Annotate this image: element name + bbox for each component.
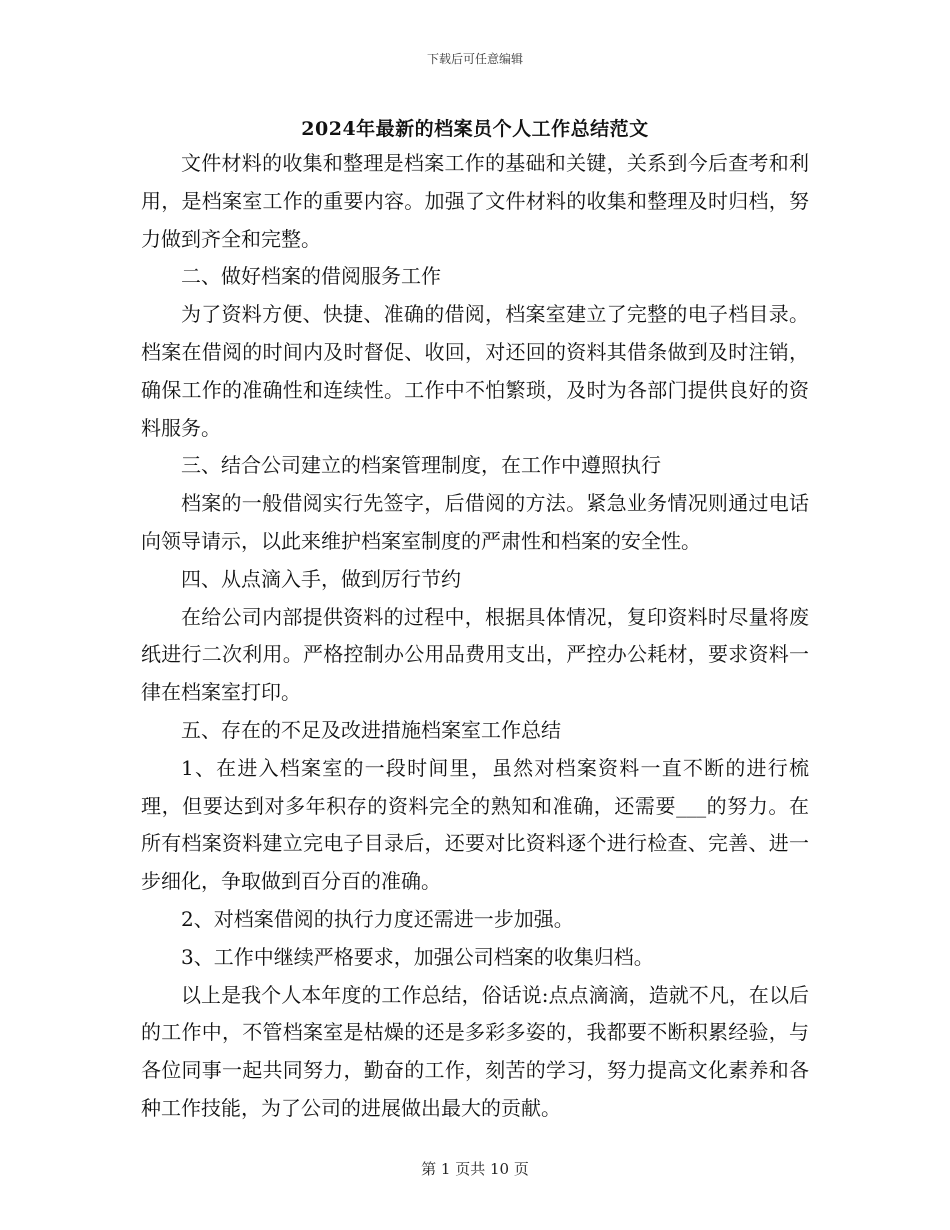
section-heading-4: 四、从点滴入手，做到厉行节约 [181,566,461,591]
paragraph-shortcoming-1: 1、在进入档案室的一段时间里，虽然对档案资料一直不断的进行梳理，但要达到对多年积存的资料完全的熟知和准确，还需要___的努力。在所有档案资料建立完电子目录后，还要对比资料逐个进行检查、完善、进一步细化，争取做到百分百的准确。 [141,755,809,894]
paragraph-management-rules: 档案的一般借阅实行先签字，后借阅的方法。紧急业务情况则通过电话向领导请示，以此来维护档案室制度的严肃性和档案的安全性。 [141,491,809,553]
paragraph-intro: 文件材料的收集和整理是档案工作的基础和关键，关系到今后查考和利用，是档案室工作的重要内容。加强了文件材料的收集和整理及时归档，努力做到齐全和完整。 [141,151,809,251]
page-header-note: 下载后可任意编辑 [426,52,523,66]
section-heading-3: 三、结合公司建立的档案管理制度，在工作中遵照执行 [181,453,661,478]
page-number: 第 1 页共 10 页 [421,1160,529,1178]
section-heading-5: 五、存在的不足及改进措施档案室工作总结 [181,717,561,742]
paragraph-shortcoming-3: 3、工作中继续严格要求，加强公司档案的收集归档。 [181,944,654,969]
paragraph-shortcoming-2: 2、对档案借阅的执行力度还需进一步加强。 [181,906,574,931]
document-title: 2024年最新的档案员个人工作总结范文 [301,118,649,140]
paragraph-saving: 在给公司内部提供资料的过程中，根据具体情况，复印资料时尽量将废纸进行二次利用。严格控制办公用品费用支出，严控办公耗材，要求资料一律在档案室打印。 [141,604,809,705]
paragraph-conclusion: 以上是我个人本年度的工作总结，俗话说:点点滴滴，造就不凡，在以后的工作中，不管档案室是枯燥的还是多彩多姿的，我都要不断积累经验，与各位同事一起共同努力，勤奋的工作，刻苦的学习，努力提高文化素养和各种工作技能，为了公司的进展做出最大的贡献。 [141,982,809,1120]
document-body [141,145,809,1128]
paragraph-borrowing-service: 为了资料方便、快捷、准确的借阅，档案室建立了完整的电子档目录。档案在借阅的时间内及时督促、收回，对还回的资料其借条做到及时注销，确保工作的准确性和连续性。工作中不怕繁琐，及时为各部门提供良好的资料服务。 [141,302,809,440]
section-heading-2: 二、做好档案的借阅服务工作 [181,264,441,289]
